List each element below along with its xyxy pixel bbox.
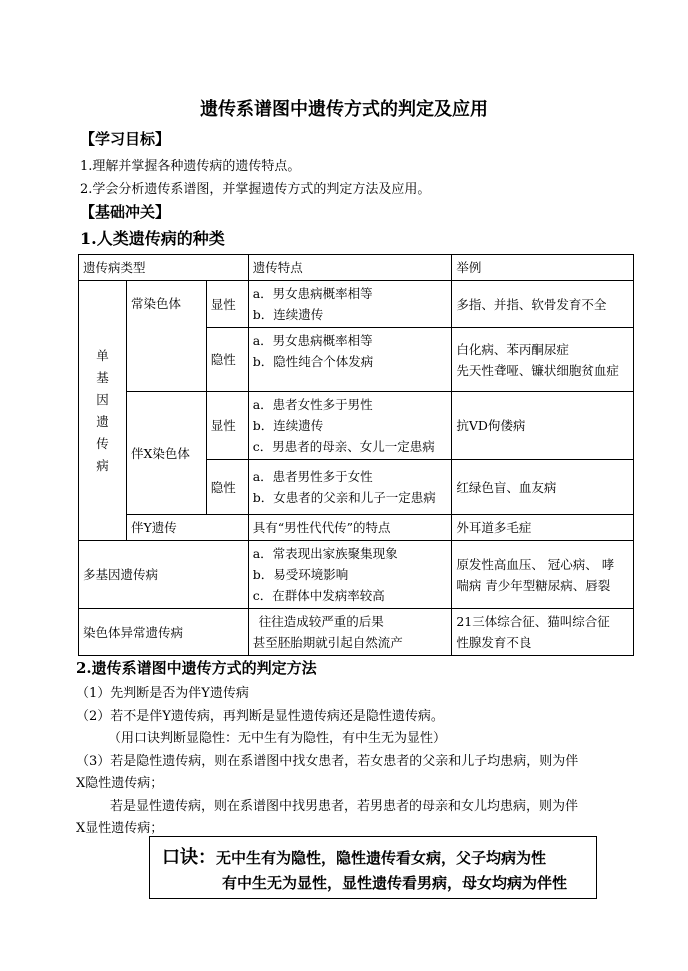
method-line: （1）先判断是否为伴Y遗传病: [76, 686, 249, 701]
method-line: X隐性遗传病；: [76, 776, 164, 791]
page-title: 遗传系谱图中遗传方式的判定及应用: [200, 99, 488, 120]
feature-line: b．易受环境影响: [252, 567, 349, 582]
section2-heading: 2.遗传系谱图中遗传方式的判定方法: [76, 659, 317, 677]
example-line: 性腺发育不良: [456, 635, 532, 650]
feature-line: c．男患者的母亲、女儿一定患病: [252, 439, 435, 454]
table-header: 遗传病类型: [79, 255, 249, 281]
mnemonic-box: [149, 836, 597, 899]
method-line: （用口诀判断显隐性：无中生有为隐性，有中生无为显性）: [108, 731, 447, 746]
feature-line: a．常表现出家族聚集现象: [252, 546, 398, 561]
feature-line: a．男女患病概率相等: [252, 333, 373, 348]
method-line: X显性遗传病；: [76, 821, 164, 836]
example-line: 原发性高血压、 冠心病、 哮: [456, 556, 615, 572]
ad-features: [248, 281, 452, 328]
example-line: 喘病 青少年型糖尿病、唇裂: [456, 577, 611, 593]
multi-gene-label: 多基因遗传病: [79, 541, 249, 609]
xr-examples: 红绿色盲、血友病: [452, 460, 634, 515]
method-line: （3）若是隐性遗传病，则在系谱图中找女患者，若女患者的父亲和儿子均患病，则为伴: [76, 754, 579, 769]
feature-line: b．女患者的父亲和儿子一定患病: [252, 490, 436, 505]
goals-heading: 【学习目标】: [80, 130, 171, 148]
feature-line: 往往造成较严重的后果: [258, 614, 384, 629]
dominant-label: 显性: [206, 281, 248, 328]
recessive-label: 隐性: [206, 460, 248, 515]
feature-line: a．患者男性多于女性: [252, 469, 373, 484]
basics-heading: 【基础冲关】: [80, 203, 171, 221]
feature-line: b．连续遗传: [252, 418, 324, 433]
table-header: 举例: [452, 255, 634, 281]
recessive-label: 隐性: [206, 328, 248, 392]
x-linked-label: 伴X染色体: [126, 392, 206, 515]
chrom-features: [248, 609, 452, 656]
xr-features: [248, 460, 452, 515]
mnemonic-label: 口诀：: [162, 847, 216, 868]
multi-examples: [452, 541, 634, 609]
mnemonic-line1: [162, 843, 546, 869]
single-gene-text: 单基因遗传病: [96, 347, 109, 473]
chromosome-label: 染色体异常遗传病: [79, 609, 249, 656]
feature-line: c．在群体中发病率较高: [252, 588, 385, 603]
genetic-disease-table: [78, 254, 634, 656]
xd-features: [248, 392, 452, 460]
mnemonic-text1: 无中生有为隐性，隐性遗传看女病，父子均病为性: [216, 849, 547, 867]
feature-line: b．连续遗传: [252, 307, 324, 322]
feature-line: a．患者女性多于男性: [252, 397, 373, 412]
xd-examples: 抗VD佝偻病: [452, 392, 634, 460]
example-line: 白化病、苯丙酮尿症: [456, 341, 569, 357]
chrom-examples: [452, 609, 634, 656]
section1-heading: 1.人类遗传病的种类: [80, 229, 225, 248]
dominant-label: 显性: [206, 392, 248, 460]
method-line: （2）若不是伴Y遗传病，再判断是显性遗传病还是隐性遗传病。: [76, 709, 444, 724]
y-linked-label: 伴Y遗传: [126, 515, 248, 541]
goal-item: 2.学会分析遗传系谱图，并掌握遗传方式的判定方法及应用。: [80, 182, 431, 197]
method-line: 若是显性遗传病，则在系谱图中找男患者，若男患者的母亲和女儿均患病，则为伴: [110, 799, 579, 814]
feature-line: a．男女患病概率相等: [252, 286, 373, 301]
feature-line: 甚至胚胎期就引起自然流产: [252, 635, 403, 650]
ad-examples: 多指、并指、软骨发育不全: [452, 281, 634, 328]
goal-item: 1.理解并掌握各种遗传病的遗传特点。: [80, 159, 301, 174]
y-features: 具有“男性代代传”的特点: [248, 515, 452, 541]
ar-features: [248, 328, 452, 392]
example-line: 21三体综合征、猫叫综合征: [456, 614, 610, 629]
mnemonic-line2: 有中生无为显性，显性遗传看男病，母女均病为伴性: [222, 874, 568, 892]
feature-line: b．隐性纯合个体发病: [252, 354, 374, 369]
y-examples: 外耳道多毛症: [452, 515, 634, 541]
single-gene-label: [79, 281, 127, 541]
multi-features: [248, 541, 452, 609]
ar-examples: [452, 328, 634, 392]
example-line: 先天性聋哑、镰状细胞贫血症: [456, 362, 619, 378]
autosome-label: 常染色体: [126, 281, 206, 392]
table-header: 遗传特点: [248, 255, 452, 281]
